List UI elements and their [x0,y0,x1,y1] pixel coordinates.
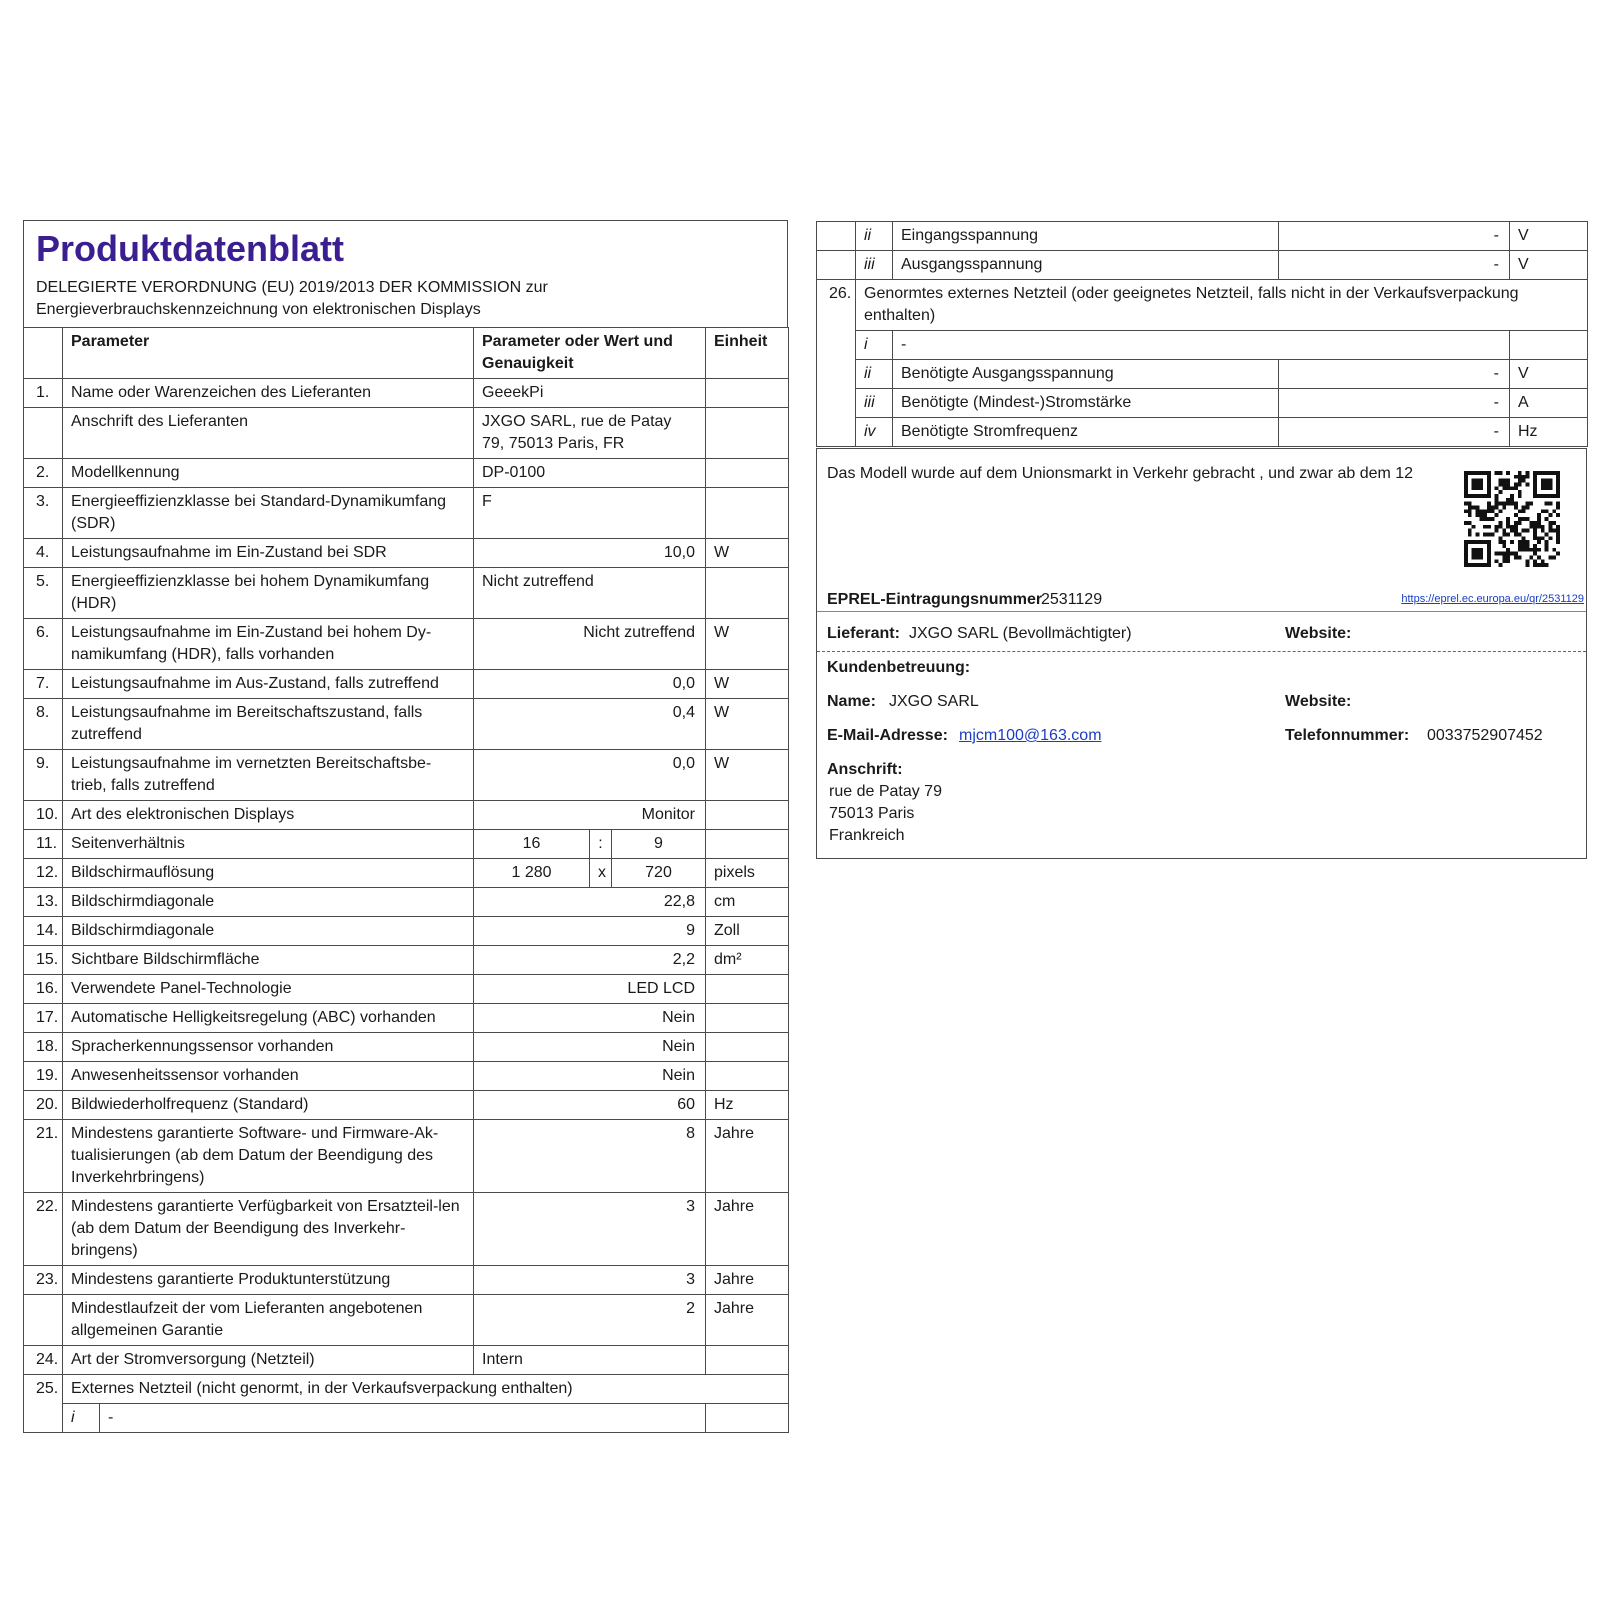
row-parameter: Mindestens garantierte Verfügbarkeit von Ersatzteil-len (ab dem Datum der Beendigung des Inverkehr-bringens) [63,1193,474,1266]
row-parameter: Leistungsaufnahme im Ein-Zustand bei SDR [63,539,474,568]
row-value: 60 [474,1091,706,1120]
row-value: 9 [474,917,706,946]
row-value: Nein [474,1004,706,1033]
table-row [24,1004,789,1033]
row-number: 11. [24,830,63,859]
table-row: iii Benötigte (Mindest-)Stromstärke - A [817,389,1588,418]
table-row [24,670,789,699]
table-row [24,568,789,619]
column-header-value: Parameter oder Wert und Genauigkeit [474,328,706,379]
table-row [24,1266,789,1295]
row-value: Intern [474,1346,706,1375]
row-number: 22. [24,1193,63,1266]
website-label-2: Website: [1285,693,1352,710]
row-unit: dm² [706,946,789,975]
row-unit: cm [706,888,789,917]
table-row [24,1404,789,1433]
row-number: 8. [24,699,63,750]
row-unit: W [706,619,789,670]
column-header-parameter: Parameter [63,328,474,379]
eprel-number: 2531129 [1041,591,1103,608]
table-row: ii Benötigte Ausgangsspannung - V [817,360,1588,389]
row-value: 0,0 [474,670,706,699]
row-separator: : [590,830,612,859]
row-parameter: Seitenverhältnis [63,830,474,859]
table-row [24,1375,789,1404]
table-row [24,619,789,670]
row-value: Nicht zutreffend [474,619,706,670]
row-number: 23. [24,1266,63,1295]
row-number: 10. [24,801,63,830]
row-parameter: Bildwiederholfrequenz (Standard) [63,1091,474,1120]
power-supply-table [816,221,1588,447]
row-separator: x [590,859,612,888]
table-row [24,699,789,750]
table-row [24,1346,789,1375]
table-row: iii Ausgangsspannung - V [817,251,1588,280]
row-unit [706,1062,789,1091]
row-number: 7. [24,670,63,699]
row-value: Nicht zutreffend [474,568,706,619]
row-parameter: Anwesenheitssensor vorhanden [63,1062,474,1091]
table-row [24,1120,789,1193]
phone-value: 0033752907452 [1427,727,1543,744]
row-parameter: Art der Stromversorgung (Netzteil) [63,1346,474,1375]
row-number: 12. [24,859,63,888]
row-unit: Hz [706,1091,789,1120]
row-number: 19. [24,1062,63,1091]
supplier-info-box [816,448,1587,859]
address-line: Frankreich [829,827,905,844]
market-placement-text: Das Modell wurde auf dem Unionsmarkt in Verkehr gebracht , und zwar ab dem 12 [827,465,1414,482]
phone-label: Telefonnummer: [1285,727,1410,744]
table-row [24,888,789,917]
row-unit: Jahre [706,1295,789,1346]
row-number: 25. [24,1375,63,1433]
row-value: 8 [474,1120,706,1193]
row-unit: Jahre [706,1120,789,1193]
row-value: 0,4 [474,699,706,750]
row-parameter: Leistungsaufnahme im vernetzten Bereitschaftsbe-trieb, falls zutreffend [63,750,474,801]
row-parameter: Anschrift des Lieferanten [63,408,474,459]
row-unit [706,1346,789,1375]
row-parameter: Energieeffizienzklasse bei Standard-Dynamikumfang (SDR) [63,488,474,539]
name-label: Name: [827,693,876,710]
row-unit [706,408,789,459]
row-value: 3 [474,1266,706,1295]
row-value: GeeekPi [474,379,706,408]
row-parameter: Mindestlaufzeit der vom Lieferanten angebotenen allgemeinen Garantie [63,1295,474,1346]
row-parameter: Mindestens garantierte Produktunterstützung [63,1266,474,1295]
table-row [24,539,789,568]
row-value: 2,2 [474,946,706,975]
supplier-value: JXGO SARL (Bevollmächtigter) [909,625,1132,642]
table-row [24,750,789,801]
customer-service-label: Kundenbetreuung: [827,659,971,676]
row-value-a: 16 [474,830,590,859]
table-row: i - [817,331,1588,360]
email-label: E-Mail-Adresse: [827,727,948,744]
row-unit: W [706,539,789,568]
row-unit [706,488,789,539]
row-number: 20. [24,1091,63,1120]
row-unit: W [706,750,789,801]
table-row: ii Eingangsspannung - V [817,222,1588,251]
column-header-unit: Einheit [706,328,789,379]
row-number: 13. [24,888,63,917]
row-parameter: Sichtbare Bildschirmfläche [63,946,474,975]
table-row [24,801,789,830]
row-number [24,1295,63,1346]
row-number: 6. [24,619,63,670]
table-header-row [24,328,789,379]
row-number: 1. [24,379,63,408]
page-title: Produktdatenblatt [36,228,345,269]
row-sub-value: - [100,1404,706,1433]
address-line: rue de Patay 79 [829,783,942,800]
row-unit [706,975,789,1004]
table-row [24,1193,789,1266]
eprel-link[interactable]: https://eprel.ec.europa.eu/qr/2531129 [1401,593,1584,605]
table-row [24,1062,789,1091]
website-label: Website: [1285,625,1352,642]
row-value: Monitor [474,801,706,830]
row-unit: W [706,670,789,699]
row-value: JXGO SARL, rue de Patay 79, 75013 Paris, FR [474,408,706,459]
row-value-a: 1 280 [474,859,590,888]
regulation-text: DELEGIERTE VERORDNUNG (EU) 2019/2013 DER KOMMISSION zur Energieverbrauchskennzeichnung von elektronischen Displays [36,279,548,318]
row-unit [706,1033,789,1062]
row-value: DP-0100 [474,459,706,488]
row-unit: pixels [706,859,789,888]
table-row [24,917,789,946]
table-row [24,488,789,539]
row-value: LED LCD [474,975,706,1004]
row-value: 0,0 [474,750,706,801]
row-unit: Jahre [706,1266,789,1295]
row-value: 3 [474,1193,706,1266]
row-unit [706,379,789,408]
table-row [24,830,789,859]
row-value: Nein [474,1033,706,1062]
row-parameter: Leistungsaufnahme im Aus-Zustand, falls zutreffend [63,670,474,699]
row-number: 15. [24,946,63,975]
table-row [24,859,789,888]
table-row: 26. Genormtes externes Netzteil (oder geeignetes Netzteil, falls nicht in der Verkaufsverpackung enthalten) [817,280,1588,331]
row-value: Nein [474,1062,706,1091]
row-parameter: Name oder Warenzeichen des Lieferanten [63,379,474,408]
row-number: 21. [24,1120,63,1193]
row-unit [706,830,789,859]
parameter-table [23,327,789,1433]
qr-code[interactable] [1462,471,1562,567]
row-number: 17. [24,1004,63,1033]
row-unit [706,459,789,488]
table-row: iv Benötigte Stromfrequenz - Hz [817,418,1588,447]
row-unit [706,1004,789,1033]
row-number: 3. [24,488,63,539]
table-row [24,1295,789,1346]
eprel-label: EPREL-Eintragungsnummer [827,591,1043,608]
row-parameter: Modellkennung [63,459,474,488]
row-value: 2 [474,1295,706,1346]
sheet-header [23,220,788,328]
row-number: 18. [24,1033,63,1062]
row-parameter: Mindestens garantierte Software- und Firmware-Ak-tualisierungen (ab dem Datum der Beendigung des Inverkehrbringens) [63,1120,474,1193]
row-value: 22,8 [474,888,706,917]
row-value-b: 9 [612,830,706,859]
row-number: 5. [24,568,63,619]
table-row [24,408,789,459]
row-unit: W [706,699,789,750]
email-link[interactable]: mjcm100@163.com [959,727,1102,744]
row-parameter: Energieeffizienzklasse bei hohem Dynamikumfang (HDR) [63,568,474,619]
product-data-sheet [23,220,788,1433]
supplier-label: Lieferant: [827,625,900,642]
address-line: 75013 Paris [829,805,915,822]
table-row [24,1033,789,1062]
row-value: 10,0 [474,539,706,568]
divider [817,651,1586,652]
row-parameter: Bildschirmauflösung [63,859,474,888]
row-value-b: 720 [612,859,706,888]
row-parameter: Externes Netzteil (nicht genormt, in der Verkaufsverpackung enthalten) [63,1375,789,1404]
row-number [24,408,63,459]
row-number: 14. [24,917,63,946]
table-row [24,459,789,488]
divider [817,611,1586,612]
row-value: F [474,488,706,539]
table-row [24,946,789,975]
row-sub-label: i [63,1404,100,1433]
row-number: 2. [24,459,63,488]
table-row [24,1091,789,1120]
row-parameter: Spracherkennungssensor vorhanden [63,1033,474,1062]
row-unit [706,568,789,619]
row-parameter: Art des elektronischen Displays [63,801,474,830]
table-row [24,379,789,408]
row-number: 4. [24,539,63,568]
row-unit: Zoll [706,917,789,946]
row-number: 16. [24,975,63,1004]
address-label: Anschrift: [827,761,903,778]
row-unit [706,801,789,830]
row-parameter: Bildschirmdiagonale [63,917,474,946]
row-parameter: Automatische Helligkeitsregelung (ABC) vorhanden [63,1004,474,1033]
row-parameter: Leistungsaufnahme im Ein-Zustand bei hohem Dy-namikumfang (HDR), falls vorhanden [63,619,474,670]
name-value: JXGO SARL [889,693,979,710]
row-number: 24. [24,1346,63,1375]
row-unit: Jahre [706,1193,789,1266]
table-row [24,975,789,1004]
row-parameter: Verwendete Panel-Technologie [63,975,474,1004]
row-parameter: Leistungsaufnahme im Bereitschaftszustand, falls zutreffend [63,699,474,750]
row-parameter: Bildschirmdiagonale [63,888,474,917]
row-number: 9. [24,750,63,801]
